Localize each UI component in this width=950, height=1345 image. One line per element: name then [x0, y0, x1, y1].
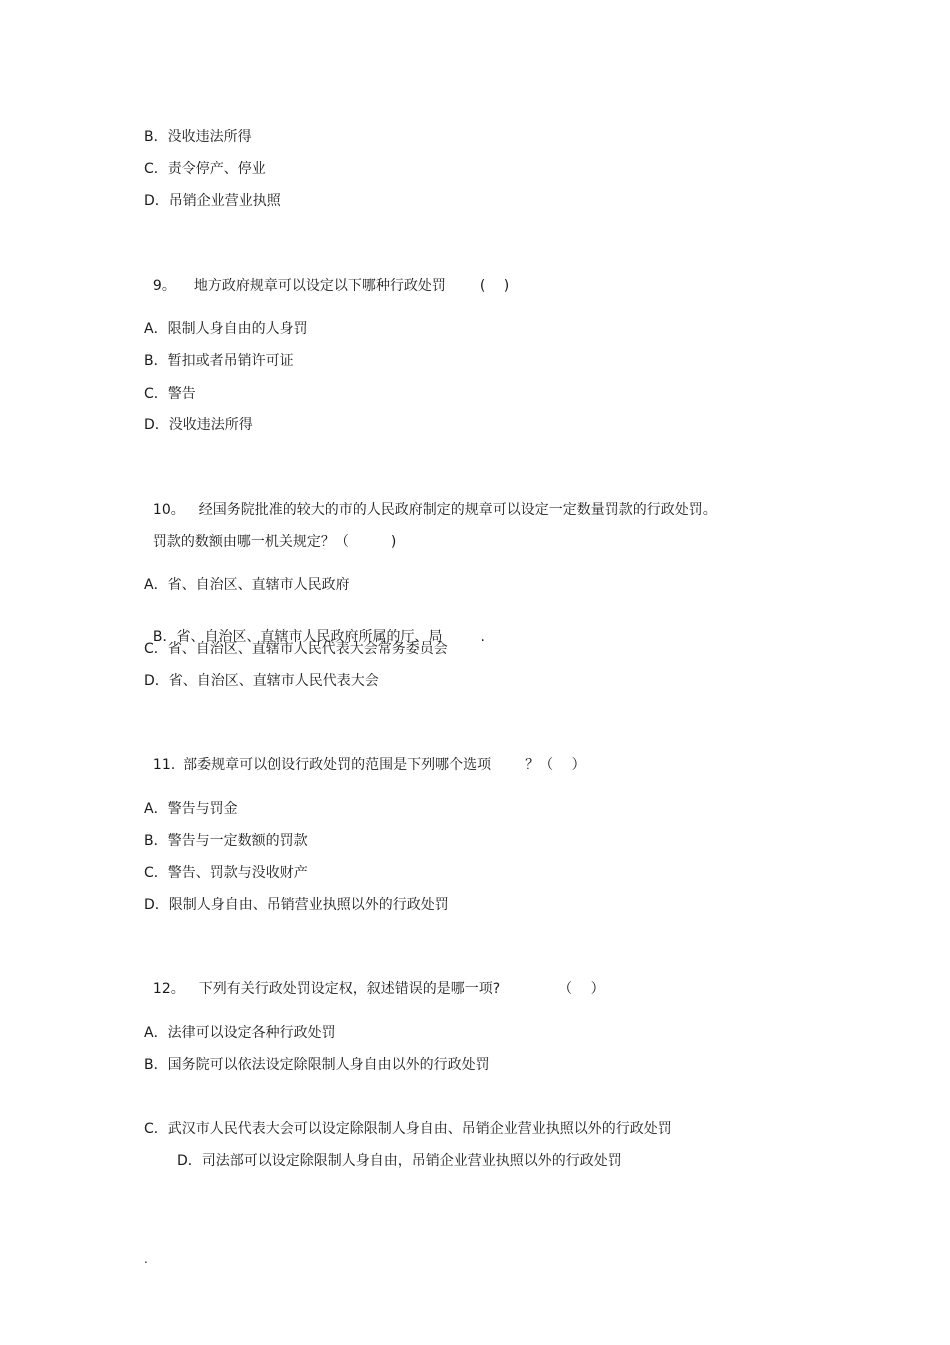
- q9-option-b: B．暂扣或者吊销许可证: [144, 353, 294, 369]
- q11-option-a: A．警告与罚金: [144, 801, 238, 817]
- q11-blank: ？（ ）: [525, 757, 586, 773]
- q10-option-b-mark: .: [480, 629, 485, 645]
- q9-blank: ( ): [479, 278, 510, 294]
- q10-option-c: C．省、自治区、直辖市人民代表大会常务委员会: [144, 641, 448, 657]
- q11-option-d: D．限制人身自由、吊销营业执照以外的行政处罚: [144, 897, 449, 913]
- q8-option-c: C．责令停产、停业: [144, 161, 266, 177]
- q10-text-1: 经国务院批准的较大的市的人民政府制定的规章可以设定一定数量罚款的行政处罚。: [198, 502, 717, 518]
- q10-number: 10。: [152, 502, 185, 518]
- q10-blank-close: ): [390, 534, 397, 550]
- q10-option-b-text: B．省、自治区、直辖市人民政府所属的厅、局: [152, 629, 443, 645]
- q11-option-c: C．警告、罚款与没收财产: [144, 865, 308, 881]
- q12-number: 12。: [152, 981, 185, 997]
- q12-option-d: D．司法部可以设定除限制人身自由，吊销企业营业执照以外的行政处罚: [177, 1153, 622, 1169]
- q12-blank: （ ）: [558, 981, 605, 997]
- q12-stem: [144, 959, 605, 999]
- q8-option-b: B．没收违法所得: [144, 129, 252, 145]
- q9-option-d: D．没收违法所得: [144, 417, 253, 433]
- q9-option-a: A．限制人身自由的人身罚: [144, 321, 308, 337]
- q10-option-a: A．省、自治区、直辖市人民政府: [144, 577, 350, 593]
- q12-text: 下列有关行政处罚设定权，叙述错误的是哪一项?: [198, 981, 501, 997]
- q12-option-a: A．法律可以设定各种行政处罚: [144, 1025, 336, 1041]
- q11-text: 部委规章可以创设行政处罚的范围是下列哪个选项: [183, 757, 492, 773]
- q8-option-d: D．吊销企业营业执照: [144, 193, 281, 209]
- q10-stem-line2: [144, 512, 396, 552]
- q12-option-b: B．国务院可以依法设定除限制人身自由以外的行政处罚: [144, 1057, 490, 1073]
- q11-option-b: B．警告与一定数额的罚款: [144, 833, 308, 849]
- q11-number: 11.: [152, 757, 176, 773]
- q9-number: 9。: [152, 278, 176, 294]
- q10-option-d: D．省、自治区、直辖市人民代表大会: [144, 673, 379, 689]
- q9-option-c: C．警告: [144, 386, 196, 402]
- q12-option-c: C．武汉市人民代表大会可以设定除限制人身自由、吊销企业营业执照以外的行政处罚: [144, 1121, 672, 1137]
- q11-stem: [144, 735, 586, 775]
- q9-stem: [144, 256, 509, 296]
- footer-mark: .: [144, 1252, 148, 1266]
- q9-text: 地方政府规章可以设定以下哪种行政处罚: [193, 278, 446, 294]
- q10-text-2: 罚款的数额由哪一机关规定？（: [152, 534, 349, 550]
